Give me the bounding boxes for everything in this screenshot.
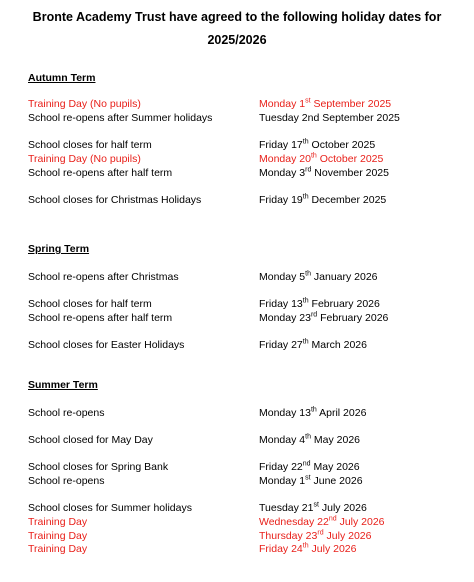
section-heading-summer: Summer Term	[28, 379, 98, 391]
event-date: Friday 17th October 2025	[259, 138, 376, 151]
event-date: Friday 22nd May 2026	[259, 460, 360, 473]
event-label: Training Day	[28, 516, 88, 528]
event-label: School re-opens after Christmas	[28, 271, 179, 283]
event-label: School closes for Spring Bank	[28, 461, 169, 473]
event-label: Training Day (No pupils)	[28, 98, 141, 110]
event-label: School closes for Summer holidays	[28, 502, 192, 514]
event-label: School closes for Easter Holidays	[28, 339, 185, 351]
event-label: School re-opens	[28, 407, 105, 419]
event-label: School re-opens after half term	[28, 312, 173, 324]
event-label: School closes for Christmas Holidays	[28, 194, 202, 206]
event-label: School re-opens after Summer holidays	[28, 112, 213, 124]
event-date: Tuesday 2nd September 2025	[259, 112, 400, 124]
event-label: Training Day	[28, 530, 88, 542]
event-date: Wednesday 22nd July 2026	[259, 515, 385, 528]
event-date: Thursday 23rd July 2026	[259, 529, 372, 542]
event-label: School closes for half term	[28, 298, 152, 310]
event-date: Monday 13th April 2026	[259, 406, 367, 419]
section-heading-spring: Spring Term	[28, 243, 90, 255]
event-label: School closes for half term	[28, 139, 152, 151]
event-date: Friday 13th February 2026	[259, 297, 380, 310]
event-date: Tuesday 21st July 2026	[259, 501, 367, 514]
event-label: Training Day (No pupils)	[28, 153, 141, 165]
section-heading-autumn: Autumn Term	[28, 72, 96, 84]
event-date: Friday 19th December 2025	[259, 193, 387, 206]
event-date: Monday 20th October 2025	[259, 152, 384, 165]
event-date: Monday 1st September 2025	[259, 97, 392, 110]
event-label: Training Day	[28, 543, 88, 555]
event-date: Monday 5th January 2026	[259, 270, 378, 283]
event-date: Monday 4th May 2026	[259, 433, 360, 446]
document-title-line2: 2025/2026	[207, 33, 267, 47]
document-title-line1: Bronte Academy Trust have agreed to the following holiday dates for	[32, 10, 442, 24]
event-date: Monday 1st June 2026	[259, 474, 363, 487]
event-date: Friday 24th July 2026	[259, 542, 357, 555]
event-date: Monday 23rd February 2026	[259, 311, 389, 324]
event-date: Friday 27th March 2026	[259, 338, 367, 351]
event-date: Monday 3rd November 2025	[259, 166, 389, 179]
event-label: School re-opens	[28, 475, 105, 487]
event-label: School re-opens after half term	[28, 167, 173, 179]
event-label: School closed for May Day	[28, 434, 153, 446]
